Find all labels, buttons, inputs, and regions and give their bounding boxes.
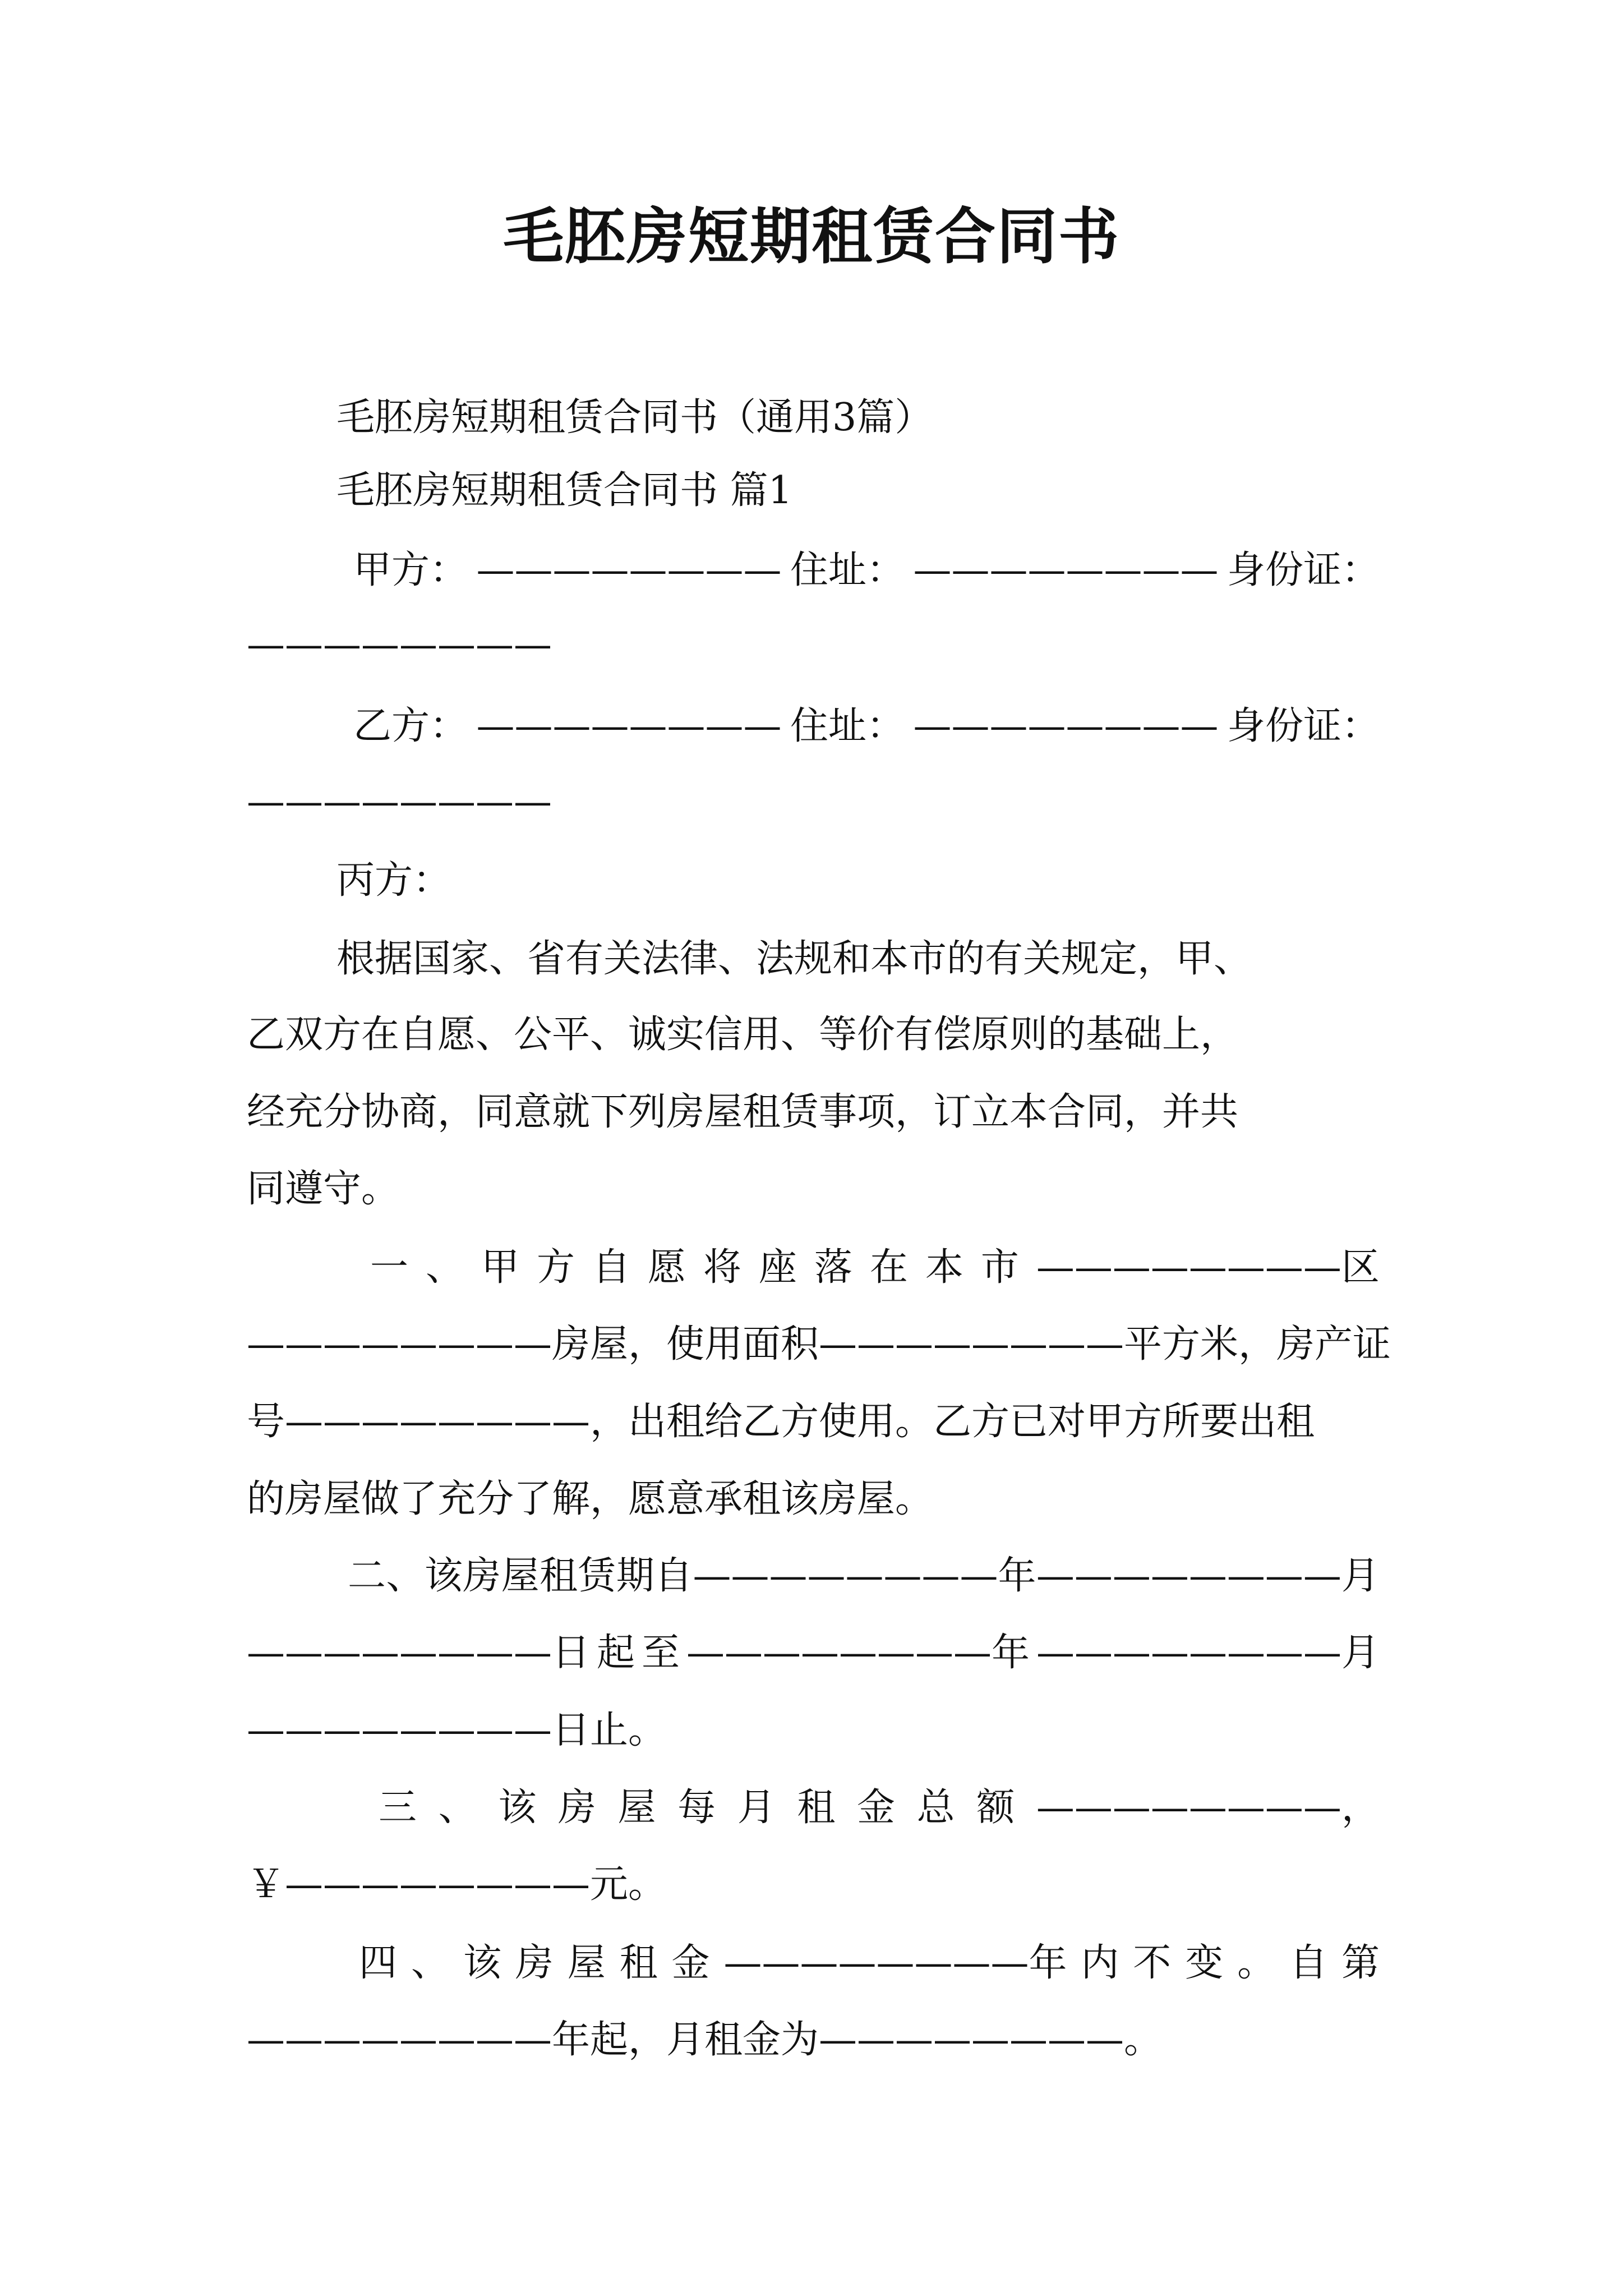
clause-1-line-4: 的房屋做了充分了解，愿意承租该房屋。 [247,1477,934,1521]
clause-2-char: 赁 [578,1554,616,1598]
clause-3-amount-blank: ————————， [1036,1786,1380,1830]
clause-3-char: 每 [677,1786,716,1830]
clause-2-char: 二 [348,1554,386,1598]
clause-4-line-2: ————————年起，月租金为————————。 [247,2018,1163,2062]
clause-2-char: 房 [463,1554,501,1598]
clause-3-char: 额 [976,1786,1015,1830]
clause-3-char: 房 [557,1786,596,1830]
clause-2-end-month-blank: ————————月 [1036,1631,1380,1675]
preamble-line-2: 乙双方在自愿、公平、诚实信用、等价有偿原则的基础上， [247,1013,1239,1057]
party-a-address-blank: ———————— [913,548,1219,592]
party-a-id-blank: ———————— [247,623,552,667]
party-a-line [353,545,1380,596]
clause-4-char: 租 [619,1941,658,1985]
clause-3-char: 该 [498,1786,537,1830]
clause-4-char: 四 [359,1941,398,1985]
preamble-line-4: 同遵守。 [247,1167,400,1211]
clause-2-end-year-blank: ————————年 [686,1631,1030,1675]
clause-2-char: 至 [641,1631,680,1675]
clause-2-year-blank: ————————年 [693,1554,1036,1598]
clause-4-line-1 [359,1938,1380,1989]
clause-4-char: 房 [515,1941,554,1985]
clause-1-line-1 [370,1243,1380,1293]
party-b-address-blank: ———————— [913,704,1219,748]
section-heading: 毛胚房短期租赁合同书 篇1 [336,468,792,513]
party-a-name-blank: ———————— [476,548,782,592]
clause-2-char: 起 [596,1631,635,1675]
party-b-id-blank: ———————— [247,780,552,824]
clause-4-char: 该 [463,1941,501,1985]
clause-1-char: 市 [980,1245,1019,1290]
clause-3-char: 三 [379,1786,417,1830]
clause-4-char: 屋 [567,1941,606,1985]
clause-1-char: 愿 [647,1245,686,1290]
party-b-line [353,701,1380,752]
clause-4-char: 变 [1185,1941,1224,1985]
clause-2-line-2 [247,1628,1380,1678]
party-b-name-blank: ———————— [476,704,782,748]
clause-2-line-3: ————————日止。 [247,1708,667,1752]
party-c-label: 丙方： [336,858,451,903]
clause-2-month-blank: ————————月 [1036,1554,1380,1598]
clause-1-char: 座 [758,1245,797,1290]
clause-2-char: 、 [386,1554,425,1598]
clause-1-char: 在 [869,1245,908,1290]
clause-1-char: 方 [536,1245,575,1290]
clause-2-char: 屋 [501,1554,540,1598]
party-b-address-label: 住址： [790,704,905,748]
clause-3-line-1 [379,1783,1380,1833]
clause-4-char: 金 [671,1941,710,1985]
document-title: 毛胚房短期租赁合同书 [502,201,1120,272]
clause-4-char: 。 [1237,1941,1276,1985]
clause-1-char: 甲 [481,1245,519,1290]
party-a-id-label: 身份证： [1227,548,1380,592]
clause-2-char: 该 [424,1554,463,1598]
clause-1-line-3: 号————————，出租给乙方使用。乙方已对甲方所要出租 [247,1400,1315,1444]
preamble-line-1: 根据国家、省有关法律、法规和本市的有关规定，甲、 [336,937,1252,981]
clause-1-district-blank: ————————区 [1036,1245,1380,1290]
clause-2-line-1 [348,1551,1380,1602]
clause-1-char: 落 [814,1245,852,1290]
clause-3-line-2: ￥————————元。 [247,1862,667,1907]
clause-4-char: 不 [1133,1941,1172,1985]
clause-1-char: 自 [592,1245,630,1290]
party-a-label: 甲方： [353,548,468,592]
clause-4-char: 内 [1081,1941,1119,1985]
clause-4-char: 、 [411,1941,449,1985]
document-subtitle: 毛胚房短期租赁合同书（通用3篇） [336,395,933,440]
clause-2-char: 期 [616,1554,654,1598]
clause-4-years-blank: ————————年 [723,1941,1067,1985]
clause-3-char: 月 [737,1786,776,1830]
clause-2-char: 租 [539,1554,578,1598]
clause-2-day-blank: ————————日 [247,1631,591,1675]
preamble-line-3: 经充分协商，同意就下列房屋租赁事项，订立本合同，并共 [247,1090,1239,1134]
party-b-label: 乙方： [353,704,468,748]
clause-3-char: 、 [438,1786,477,1830]
clause-1-char: 将 [703,1245,741,1290]
clause-3-char: 租 [797,1786,836,1830]
clause-3-char: 金 [857,1786,896,1830]
clause-3-char: 屋 [617,1786,656,1830]
clause-1-char: 、 [425,1245,464,1290]
party-b-id-label: 身份证： [1227,704,1380,748]
clause-1-line-2: ————————房屋，使用面积————————平方米，房产证 [247,1322,1391,1366]
clause-2-char: 自 [654,1554,693,1598]
clause-1-char: 一 [370,1245,409,1290]
clause-1-char: 本 [925,1245,963,1290]
clause-4-char: 第 [1341,1941,1380,1985]
clause-3-char: 总 [916,1786,955,1830]
clause-4-char: 自 [1289,1941,1328,1985]
party-a-address-label: 住址： [790,548,905,592]
